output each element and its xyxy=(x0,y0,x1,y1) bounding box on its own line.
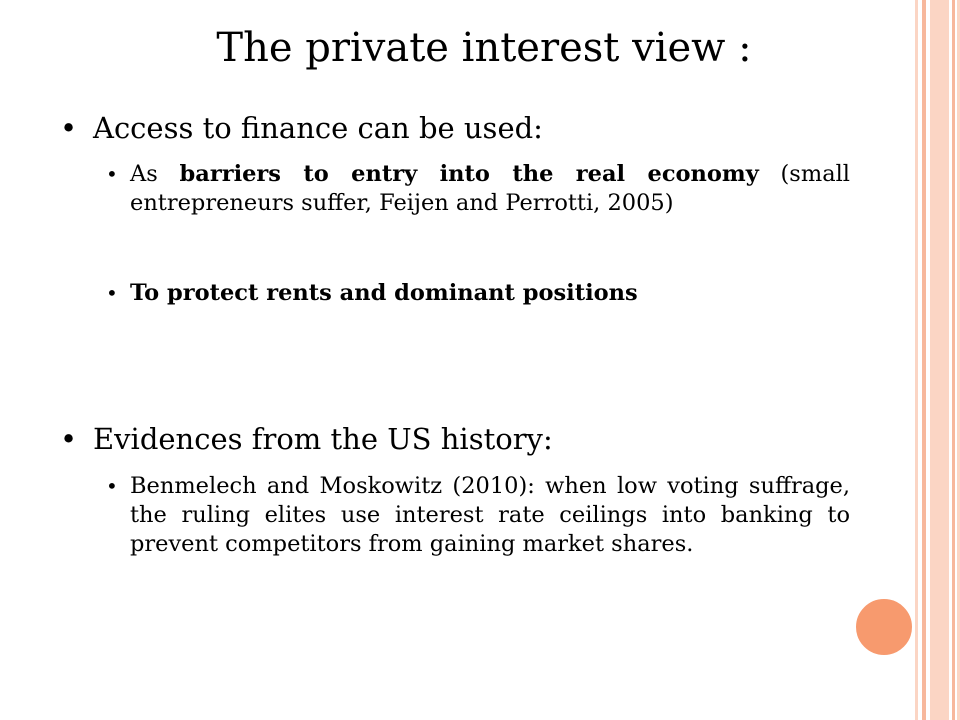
sub-bullet-benmelech xyxy=(106,472,850,559)
sub-bullet-protect-rents xyxy=(106,279,850,308)
bullet-dot: • xyxy=(60,111,78,145)
stripe-2 xyxy=(922,0,926,720)
sub-bullet-text: To protect rents and dominant positions xyxy=(130,280,638,306)
stripe-4 xyxy=(952,0,955,720)
decorative-stripes xyxy=(915,0,960,720)
sub-bullet-dot: • xyxy=(106,162,118,186)
slide-title: The private interest view : xyxy=(216,25,752,71)
sub-bullet-dot: • xyxy=(106,474,118,498)
bullet-heading: Access to finance can be used: xyxy=(93,111,543,145)
text-prefix: As xyxy=(130,161,180,187)
bullet-dot: • xyxy=(60,422,78,456)
sub-bullet-barriers xyxy=(106,160,850,218)
sub-bullet-dot: • xyxy=(106,281,118,305)
sub-bullet-text xyxy=(130,160,850,218)
decorative-circle xyxy=(854,597,914,657)
bullet-heading: Evidences from the US history: xyxy=(93,422,553,456)
text-bold: barriers to entry into the real economy xyxy=(179,161,759,187)
stripe-1 xyxy=(915,0,918,720)
sub-bullet-text: Benmelech and Moskowitz (2010): when low voting suffrage, the ruling elites use interest rate ceilings into banking to prevent competitors from gaining market shares. xyxy=(130,473,850,557)
stripe-3 xyxy=(930,0,949,720)
text-rest: (small entrepreneurs suffer, Feijen and Perrotti, 2005) xyxy=(130,161,850,216)
